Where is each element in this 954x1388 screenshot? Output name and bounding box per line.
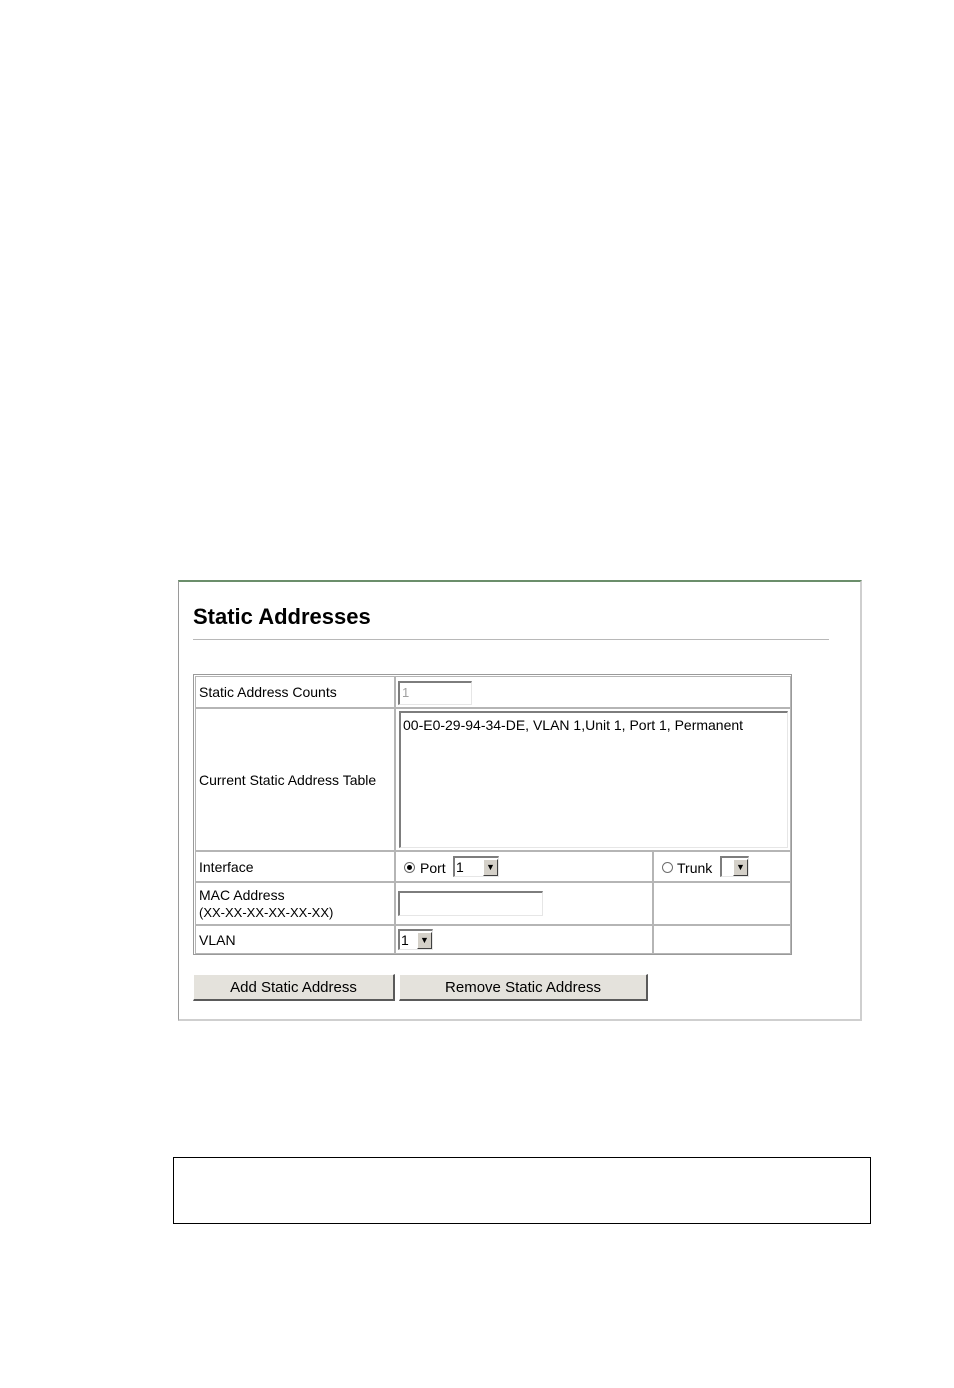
counts-label: Static Address Counts <box>199 684 337 700</box>
table-value-cell <box>395 708 791 851</box>
vlan-label-cell <box>195 925 395 954</box>
table-label-cell <box>195 708 395 851</box>
mac-empty-cell <box>653 882 791 925</box>
static-address-table-listbox[interactable] <box>399 711 788 848</box>
mac-address-label: MAC Address <box>199 887 285 903</box>
chevron-down-icon[interactable]: ▼ <box>483 859 498 876</box>
chevron-down-icon[interactable]: ▼ <box>733 859 748 876</box>
port-cell <box>395 851 653 882</box>
vlan-empty-cell <box>653 925 791 954</box>
interface-label-cell <box>195 851 395 882</box>
remove-static-address-button[interactable]: Remove Static Address <box>399 974 648 1001</box>
chevron-down-icon[interactable]: ▼ <box>417 932 432 949</box>
static-address-form <box>193 674 792 955</box>
port-select-value: 1 <box>456 859 464 875</box>
static-address-counts-field: 1 <box>398 681 472 705</box>
table-label: Current Static Address Table <box>199 771 377 788</box>
mac-format-hint: (XX-XX-XX-XX-XX-XX) <box>199 905 334 920</box>
list-item[interactable]: 00-E0-29-94-34-DE, VLAN 1,Unit 1, Port 1, Permanent <box>403 717 744 733</box>
vlan-value-cell <box>395 925 653 954</box>
vlan-label: VLAN <box>199 931 236 948</box>
title-divider <box>193 639 829 640</box>
mac-address-input[interactable] <box>398 891 543 916</box>
port-label: Port <box>420 860 446 876</box>
empty-note-box <box>173 1157 871 1224</box>
static-addresses-panel <box>178 580 862 1021</box>
page-title: Static Addresses <box>193 604 371 629</box>
trunk-select[interactable] <box>720 856 749 877</box>
counts-value-cell <box>395 676 791 708</box>
port-select[interactable] <box>453 856 499 877</box>
trunk-cell <box>653 851 791 882</box>
mac-label-cell <box>195 882 395 925</box>
mac-label-group <box>199 887 333 921</box>
mac-value-cell <box>395 882 653 925</box>
vlan-select[interactable] <box>398 929 433 950</box>
add-static-address-button[interactable]: Add Static Address <box>193 974 395 1001</box>
port-radio-icon[interactable] <box>404 862 415 873</box>
counts-label-cell <box>195 676 395 708</box>
interface-label: Interface <box>199 858 254 875</box>
trunk-radio-icon[interactable] <box>662 862 673 873</box>
vlan-select-value: 1 <box>401 932 409 948</box>
trunk-label: Trunk <box>677 860 713 876</box>
